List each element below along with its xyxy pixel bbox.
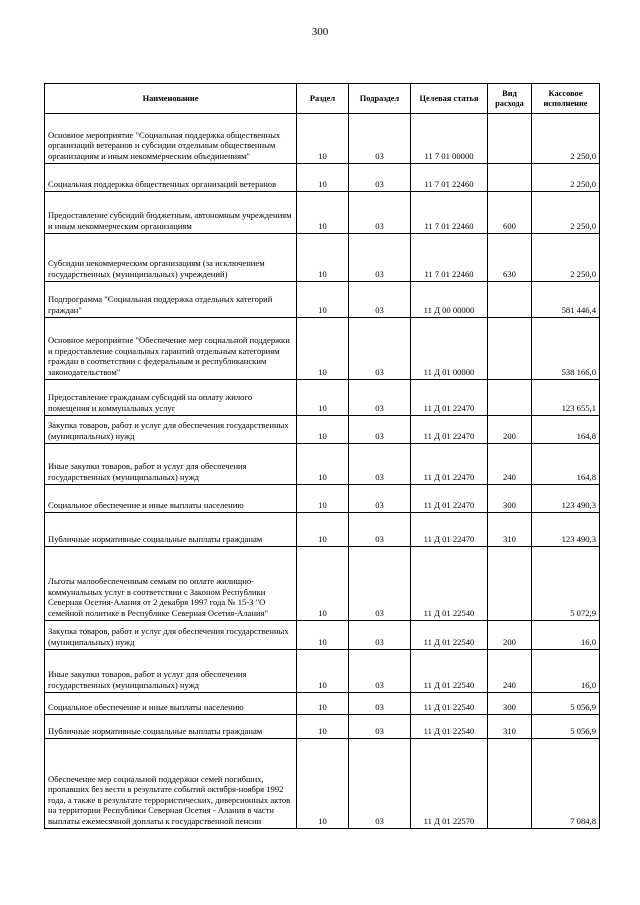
table-row	[45, 282, 600, 318]
row-target: 11 7 01 22460	[411, 234, 488, 282]
row-section: 10	[297, 693, 349, 715]
table-row	[45, 485, 600, 513]
table-row	[45, 693, 600, 715]
row-target: 11 Д 01 22470	[411, 513, 488, 547]
row-subsection: 03	[349, 715, 411, 739]
row-target: 11 Д 01 22470	[411, 416, 488, 444]
row-subsection: 03	[349, 485, 411, 513]
row-amount: 2 250,0	[532, 164, 600, 192]
row-name: Предоставление гражданам субсидий на оплату жилого помещения и коммунальных услуг	[45, 380, 297, 416]
header-subsection: Подраздел	[349, 84, 411, 114]
row-expense-type	[488, 380, 532, 416]
row-amount: 123 490,3	[532, 485, 600, 513]
row-name: Социальное обеспечение и иные выплаты населению	[45, 693, 297, 715]
row-amount: 123 655,1	[532, 380, 600, 416]
row-amount: 2 250,0	[532, 192, 600, 234]
row-subsection: 03	[349, 234, 411, 282]
row-name: Обеспечение мер социальной поддержки семей погибших, пропавших без вести в результате событий октября-ноября 1992 года, а также в результате террористических, диверсионных актов на территории Республики Северная Осетия - Алания в части выплаты ежемесячной доплаты к государственной пенсии	[45, 739, 297, 829]
header-expense-type: Вид расхода	[488, 84, 532, 114]
row-target: 11 Д 00 00000	[411, 282, 488, 318]
row-expense-type: 600	[488, 192, 532, 234]
row-target: 11 Д 01 00000	[411, 318, 488, 380]
row-expense-type: 630	[488, 234, 532, 282]
row-amount: 2 250,0	[532, 114, 600, 164]
row-subsection: 03	[349, 380, 411, 416]
table-row	[45, 164, 600, 192]
row-section: 10	[297, 513, 349, 547]
row-name: Закупка товаров, работ и услуг для обеспечения государственных (муниципальных) нужд	[45, 416, 297, 444]
table-row	[45, 739, 600, 829]
table-row	[45, 444, 600, 485]
row-amount: 5 072,9	[532, 547, 600, 621]
row-amount: 16,0	[532, 650, 600, 693]
row-section: 10	[297, 715, 349, 739]
row-amount: 2 250,0	[532, 234, 600, 282]
table-row	[45, 513, 600, 547]
header-target: Целевая статья	[411, 84, 488, 114]
row-target: 11 Д 01 22540	[411, 621, 488, 650]
row-amount: 5 056,9	[532, 715, 600, 739]
table-header-row	[45, 84, 600, 114]
row-section: 10	[297, 485, 349, 513]
row-name: Социальное обеспечение и иные выплаты населению	[45, 485, 297, 513]
table-row	[45, 416, 600, 444]
row-section: 10	[297, 282, 349, 318]
row-amount: 164,8	[532, 416, 600, 444]
row-target: 11 Д 01 22470	[411, 444, 488, 485]
row-name: Субсидии некоммерческим организациям (за исключением государственных (муниципальных) учреждений)	[45, 234, 297, 282]
row-expense-type: 300	[488, 485, 532, 513]
row-name: Публичные нормативные социальные выплаты гражданам	[45, 513, 297, 547]
row-target: 11 Д 01 22470	[411, 380, 488, 416]
row-target: 11 Д 01 22540	[411, 715, 488, 739]
row-expense-type	[488, 547, 532, 621]
row-expense-type: 200	[488, 621, 532, 650]
row-expense-type: 310	[488, 715, 532, 739]
table-row	[45, 547, 600, 621]
row-section: 10	[297, 739, 349, 829]
row-subsection: 03	[349, 693, 411, 715]
row-name: Основное мероприятие "Социальная поддержка общественных организаций ветеранов и субсидии отдельным общественным организациям и иным некоммерческим объединениям"	[45, 114, 297, 164]
table-row	[45, 234, 600, 282]
row-name: Основное мероприятие "Обеспечение мер социальной поддержки и предоставление социальных гарантий отдельным категориям граждан в соответствии с федеральным и республиканским законодательством"	[45, 318, 297, 380]
row-expense-type	[488, 739, 532, 829]
row-section: 10	[297, 380, 349, 416]
row-name: Льготы малообеспеченным семьям по оплате жилищно-коммунальных услуг в соответствии с Законом Республики Северная Осетия-Алания от 2 декабря 1997 года № 15-З "О семейной политике в Республике Северная Осетия-Алания"	[45, 547, 297, 621]
row-name: Закупка товаров, работ и услуг для обеспечения государственных (муниципальных) нужд	[45, 621, 297, 650]
row-section: 10	[297, 234, 349, 282]
table-row	[45, 192, 600, 234]
table-row	[45, 114, 600, 164]
row-expense-type: 300	[488, 693, 532, 715]
row-section: 10	[297, 547, 349, 621]
row-amount: 538 166,0	[532, 318, 600, 380]
header-amount: Кассовое исполнение	[532, 84, 600, 114]
row-target: 11 7 01 22460	[411, 164, 488, 192]
row-subsection: 03	[349, 650, 411, 693]
row-amount: 581 446,4	[532, 282, 600, 318]
row-section: 10	[297, 621, 349, 650]
row-subsection: 03	[349, 547, 411, 621]
row-section: 10	[297, 650, 349, 693]
row-amount: 123 490,3	[532, 513, 600, 547]
row-section: 10	[297, 416, 349, 444]
row-subsection: 03	[349, 282, 411, 318]
row-expense-type: 240	[488, 444, 532, 485]
row-expense-type: 200	[488, 416, 532, 444]
table-row	[45, 650, 600, 693]
row-section: 10	[297, 164, 349, 192]
row-subsection: 03	[349, 739, 411, 829]
row-target: 11 Д 01 22540	[411, 693, 488, 715]
row-subsection: 03	[349, 114, 411, 164]
row-name: Социальная поддержка общественных организаций ветеранов	[45, 164, 297, 192]
row-amount: 16,0	[532, 621, 600, 650]
row-name: Иные закупки товаров, работ и услуг для обеспечения государственных (муниципальных) нужд	[45, 650, 297, 693]
row-name: Подпрограмма "Социальная поддержка отдельных категорий граждан"	[45, 282, 297, 318]
row-expense-type	[488, 114, 532, 164]
row-target: 11 Д 01 22540	[411, 650, 488, 693]
page-number: 300	[311, 26, 329, 38]
table-row	[45, 715, 600, 739]
row-expense-type	[488, 282, 532, 318]
row-expense-type	[488, 318, 532, 380]
header-section: Раздел	[297, 84, 349, 114]
row-subsection: 03	[349, 444, 411, 485]
row-section: 10	[297, 444, 349, 485]
table-row	[45, 318, 600, 380]
row-name: Публичные нормативные социальные выплаты гражданам	[45, 715, 297, 739]
row-target: 11 7 01 00000	[411, 114, 488, 164]
row-expense-type	[488, 164, 532, 192]
row-section: 10	[297, 318, 349, 380]
row-section: 10	[297, 114, 349, 164]
row-subsection: 03	[349, 318, 411, 380]
row-expense-type: 240	[488, 650, 532, 693]
row-expense-type: 310	[488, 513, 532, 547]
row-subsection: 03	[349, 164, 411, 192]
row-amount: 7 084,8	[532, 739, 600, 829]
header-name: Наименование	[45, 84, 297, 114]
row-name: Иные закупки товаров, работ и услуг для обеспечения государственных (муниципальных) нужд	[45, 444, 297, 485]
row-subsection: 03	[349, 416, 411, 444]
row-subsection: 03	[349, 621, 411, 650]
row-target: 11 Д 01 22540	[411, 547, 488, 621]
row-name: Предоставление субсидий бюджетным, автономным учреждениям и иным некоммерческим организациям	[45, 192, 297, 234]
row-section: 10	[297, 192, 349, 234]
table-row	[45, 380, 600, 416]
budget-execution-table	[44, 83, 600, 829]
row-amount: 5 056,9	[532, 693, 600, 715]
row-amount: 164,8	[532, 444, 600, 485]
row-subsection: 03	[349, 192, 411, 234]
row-target: 11 Д 01 22570	[411, 739, 488, 829]
row-subsection: 03	[349, 513, 411, 547]
row-target: 11 7 01 22460	[411, 192, 488, 234]
row-target: 11 Д 01 22470	[411, 485, 488, 513]
table-row	[45, 621, 600, 650]
